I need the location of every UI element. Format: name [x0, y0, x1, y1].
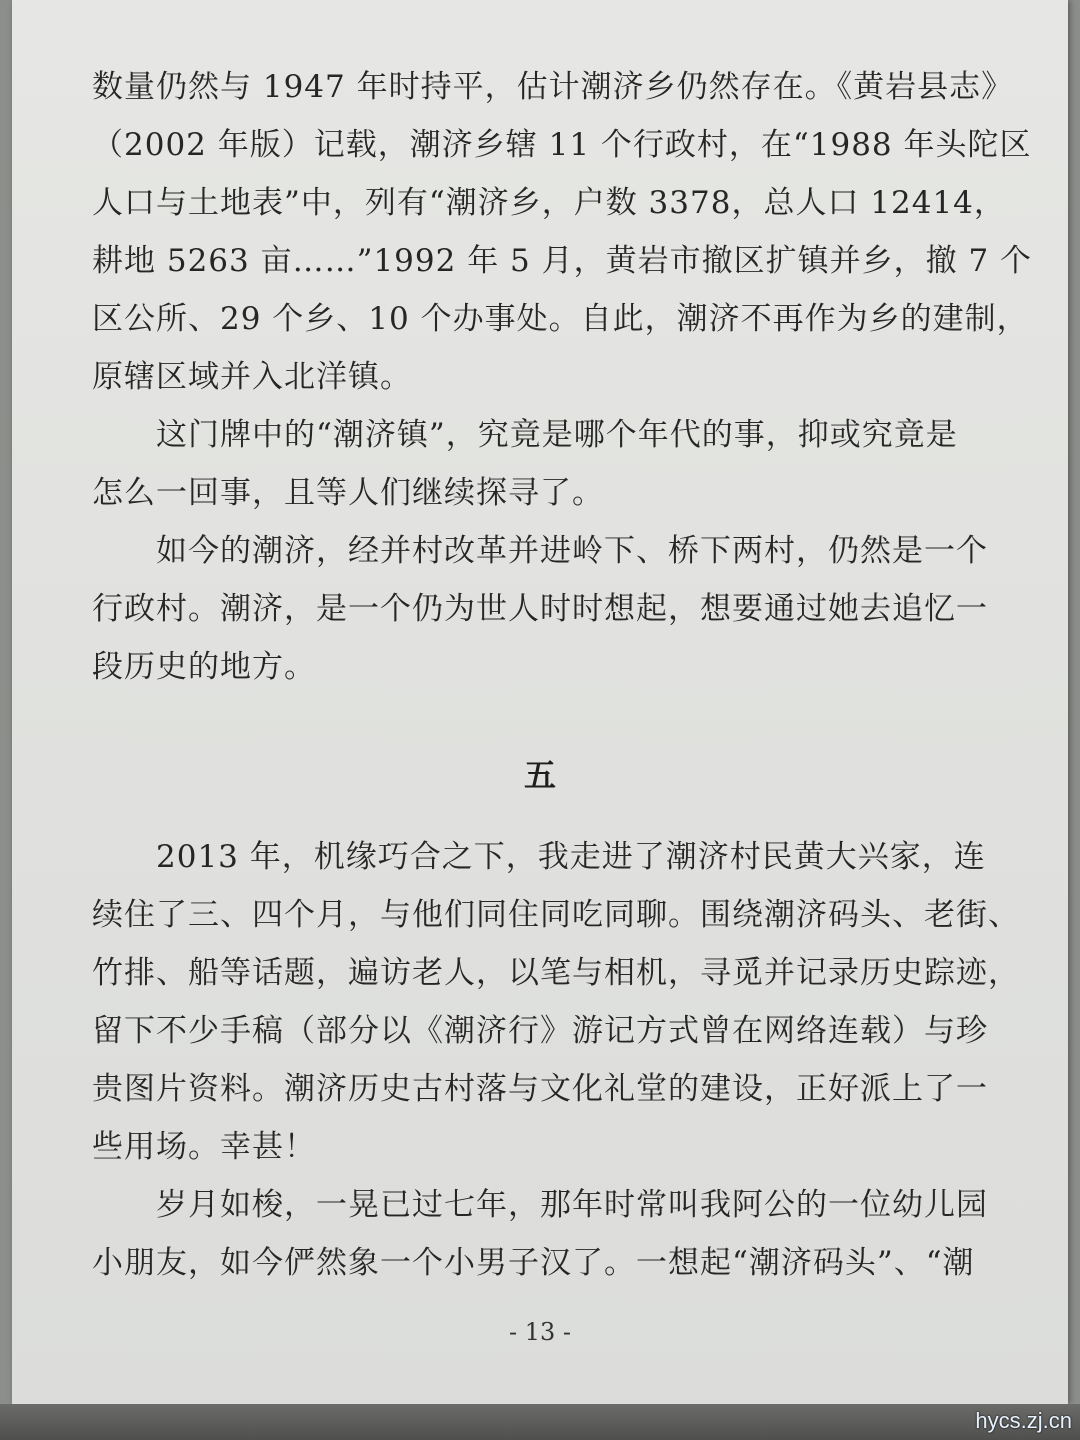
text-line: 些用场。幸甚！ [92, 1129, 316, 1165]
text-line: 原辖区域并入北洋镇。 [92, 359, 412, 395]
text-line: 小朋友，如今俨然象一个小男子汉了。一想起“潮济码头”、“潮 [92, 1245, 975, 1281]
paragraph-1 [92, 58, 1033, 406]
text-line: 这门牌中的“潮济镇”，究竟是哪个年代的事，抑或究竟是 [156, 417, 958, 453]
text-line: 2013 年，机缘巧合之下，我走进了潮济村民黄大兴家，连 [156, 839, 986, 875]
text-line: 竹排、船等话题，遍访老人，以笔与相机，寻觅并记录历史踪迹， [92, 955, 1020, 991]
text-line: （2002 年版）记载，潮济乡辖 11 个行政村，在“1988 年头陀区 [92, 127, 1032, 163]
paragraph-5 [92, 1176, 992, 1292]
body-text-top [92, 58, 1033, 696]
text-line: 岁月如梭，一晃已过七年，那年时常叫我阿公的一位幼儿园 [156, 1187, 988, 1223]
page-number: - 13 - [508, 1318, 571, 1346]
text-line: 怎么一回事，且等人们继续探寻了。 [92, 475, 604, 511]
document-page [12, 0, 1068, 1404]
text-line: 数量仍然与 1947 年时持平，估计潮济乡仍然存在。《黄岩县志》 [92, 69, 1014, 105]
text-line: 区公所、29 个乡、10 个办事处。自此，潮济不再作为乡的建制， [92, 301, 1029, 337]
body-text-bottom [92, 828, 1020, 1292]
text-line: 人口与土地表”中，列有“潮济乡，户数 3378，总人口 12414， [92, 185, 1006, 221]
text-line: 如今的潮济，经并村改革并进岭下、桥下两村，仍然是一个 [156, 533, 988, 569]
text-line: 贵图片资料。潮济历史古村落与文化礼堂的建设，正好派上了一 [92, 1071, 988, 1107]
text-line: 留下不少手稿（部分以《潮济行》游记方式曾在网络连载）与珍 [92, 1013, 988, 1049]
text-line: 行政村。潮济，是一个仍为世人时时想起，想要通过她去追忆一 [92, 591, 988, 627]
text-line: 段历史的地方。 [92, 649, 316, 685]
table-surface [0, 1404, 1080, 1440]
text-line: 续住了三、四个月，与他们同住同吃同聊。围绕潮济码头、老街、 [92, 897, 1020, 933]
text-line: 耕地 5263 亩……”1992 年 5 月，黄岩市撤区扩镇并乡，撤 7 个 [92, 243, 1033, 279]
section-heading: 五 [523, 756, 556, 794]
watermark: hycs.zj.cn [975, 1408, 1072, 1433]
paragraph-2 [92, 406, 992, 522]
paragraph-4 [92, 828, 1020, 1176]
paragraph-3 [92, 522, 992, 696]
